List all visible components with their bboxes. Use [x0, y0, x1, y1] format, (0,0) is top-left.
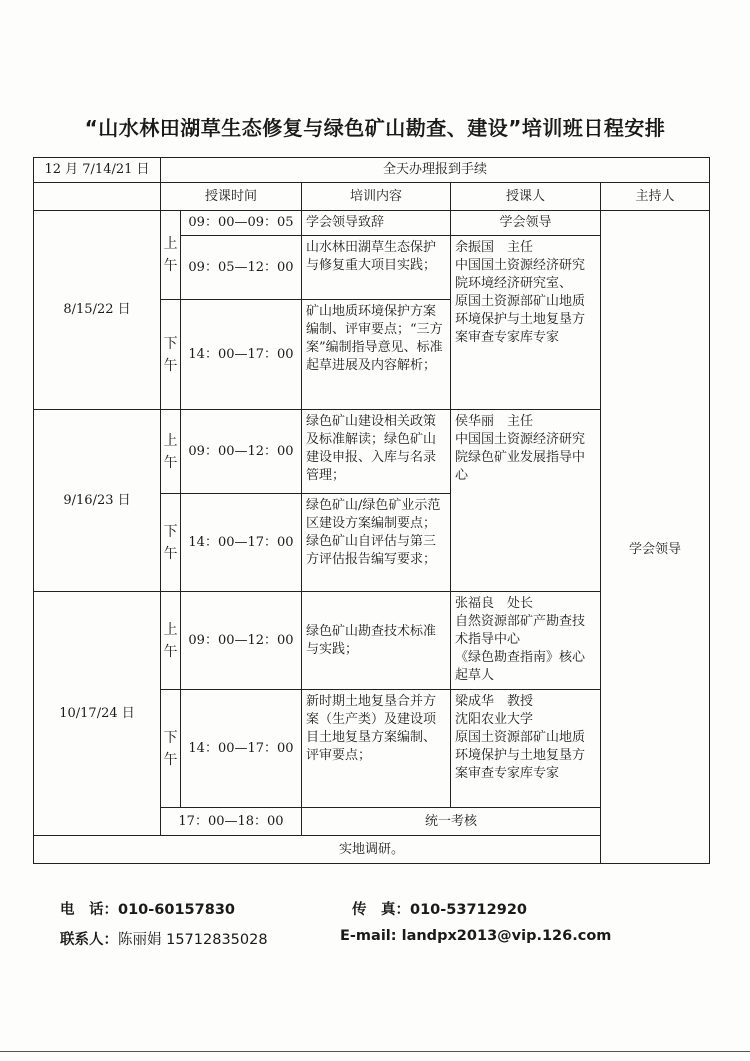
slot-time: 09：05—12：00: [181, 236, 302, 300]
slot-time: 14：00—17：00: [181, 300, 302, 410]
header-host: 主持人: [601, 183, 710, 211]
registration-dates: 12 月 7/14/21 日: [34, 158, 161, 183]
registration-row: [34, 158, 710, 183]
fax-line: [352, 898, 527, 919]
session-half: 上午: [161, 592, 181, 690]
table-row: [34, 211, 710, 236]
slot-time: 09：00—12：00: [181, 410, 302, 494]
slot-content: 学会领导致辞: [302, 211, 451, 236]
day-dates: 10/17/24 日: [34, 592, 161, 836]
session-half: 上午: [161, 211, 181, 300]
contact-person-line: [60, 928, 268, 949]
session-half: 上午: [161, 410, 181, 494]
slot-content: 绿色矿山建设相关政策及标准解读；绿色矿山建设申报、入库与名录管理；: [302, 410, 451, 494]
header-blank: [34, 183, 161, 211]
person-value: 陈丽娟 15712835028: [118, 932, 268, 948]
email-label: E-mail:: [340, 928, 402, 944]
email-value[interactable]: landpx2013@vip.126.com: [401, 928, 612, 944]
header-time: 授课时间: [161, 183, 302, 211]
slot-time: 09：00—12：00: [181, 592, 302, 690]
page-title: “山水林田湖草生态修复与绿色矿山勘查、建设”培训班日程安排: [84, 116, 666, 140]
exam-text: 统一考核: [302, 808, 601, 836]
host-cell: 学会领导: [601, 236, 710, 864]
fax-value: 010-53712920: [410, 902, 527, 918]
slot-lecturer: 张福良 处长 自然资源部矿产勘查技术指导中心 《绿色勘查指南》核心起草人: [451, 592, 601, 690]
phone-label: 电 话：: [60, 902, 118, 918]
host-cell-blank: [601, 211, 710, 236]
slot-content: 山水林田湖草生态保护与修复重大项目实践；: [302, 236, 451, 300]
exam-time: 17：00—18：00: [161, 808, 302, 836]
session-half: 下午: [161, 300, 181, 410]
field-trip: 实地调研。: [34, 836, 710, 864]
schedule-table: [33, 157, 710, 864]
day-lecturer: 余振国 主任 中国国土资源经济研究院环境经济研究室、 原国土资源部矿山地质环境保护与土地复垦方案审查专家库专家: [451, 236, 601, 410]
slot-content: 矿山地质环境保护方案编制、评审要点；“三方案”编制指导意见、标准起草进展及内容解析；: [302, 300, 451, 410]
phone-line: [60, 898, 235, 919]
session-half: 下午: [161, 494, 181, 592]
day-dates: 9/16/23 日: [34, 410, 161, 592]
registration-text: 全天办理报到手续: [161, 158, 710, 183]
slot-content: 绿色矿山/绿色矿业示范区建设方案编制要点；绿色矿山自评估与第三方评估报告编写要求；: [302, 494, 451, 592]
slot-time: 14：00—17：00: [181, 690, 302, 808]
fax-label: 传 真：: [352, 902, 410, 918]
slot-content: 绿色矿山勘查技术标准与实践；: [302, 592, 451, 690]
email-line: [340, 928, 611, 944]
field-trip-row: [34, 836, 710, 864]
day-dates: 8/15/22 日: [34, 211, 161, 410]
slot-lecturer: 学会领导: [451, 211, 601, 236]
person-label: 联系人：: [60, 932, 118, 948]
slot-time: 09：00—09：05: [181, 211, 302, 236]
phone-value: 010-60157830: [118, 902, 235, 918]
session-half: 下午: [161, 690, 181, 808]
slot-content: 新时期土地复垦合并方案（生产类）及建设项目土地复垦方案编制、评审要点；: [302, 690, 451, 808]
slot-lecturer: 梁成华 教授 沈阳农业大学 原国土资源部矿山地质环境保护与土地复垦方案审查专家库专家: [451, 690, 601, 808]
header-lecturer: 授课人: [451, 183, 601, 211]
scan-edge-line: [0, 1051, 750, 1052]
header-row: [34, 183, 710, 211]
header-content: 培训内容: [302, 183, 451, 211]
slot-time: 14：00—17：00: [181, 494, 302, 592]
day-lecturer: 侯华丽 主任 中国国土资源经济研究院绿色矿业发展指导中心: [451, 410, 601, 592]
